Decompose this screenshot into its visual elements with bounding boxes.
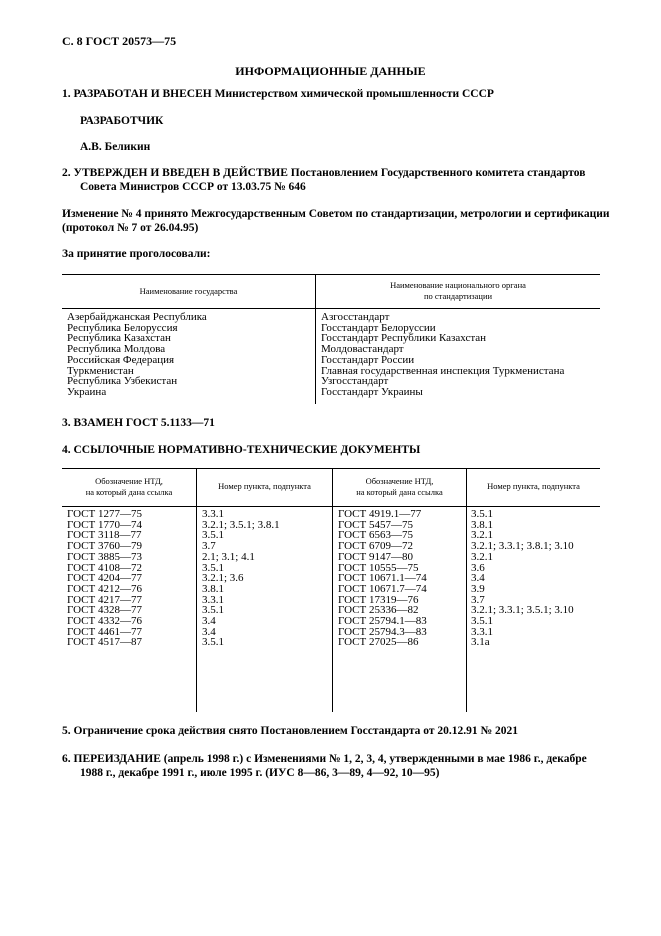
ref-doc: ГОСТ 25794.3—83	[338, 625, 427, 638]
developer-name: А.В. Беликин	[80, 141, 151, 153]
change-note-line-1: Изменение № 4 принято Межгосударственным Советом по стандартизации, метрологии и сертификации	[62, 208, 610, 220]
ref-doc: ГОСТ 4919.1—77	[338, 508, 422, 520]
ref-doc: ГОСТ 17319—76	[338, 593, 419, 606]
change-note-line-2: (протокол № 7 от 26.04.95)	[62, 222, 199, 234]
ref-doc: ГОСТ 6709—72	[338, 540, 413, 553]
section-5: 5. Ограничение срока действия снято Постановлением Госстандарта от 20.12.91 № 2021	[62, 725, 518, 737]
refs-divider-1	[196, 468, 197, 712]
ref-doc: ГОСТ 25336—82	[338, 604, 419, 617]
refs-table-top-rule	[62, 468, 600, 469]
ref-doc: ГОСТ 4517—87	[67, 636, 142, 649]
refs-right-doc-header-line-1: Обозначение НТД,	[365, 476, 434, 486]
refs-divider-3	[466, 468, 467, 712]
ref-doc: ГОСТ 25794.1—83	[338, 615, 427, 628]
states-table-top-rule	[62, 274, 600, 275]
ref-doc: ГОСТ 3118—77	[67, 529, 142, 542]
ref-doc: ГОСТ 4217—77	[67, 593, 142, 606]
refs-table-header-rule	[62, 506, 600, 507]
section-4: 4. ССЫЛОЧНЫЕ НОРМАТИВНО-ТЕХНИЧЕСКИЕ ДОКУМЕНТЫ	[62, 444, 421, 456]
ref-item: 3.5.1	[202, 529, 224, 542]
refs-right-docs	[338, 509, 427, 648]
ref-doc: ГОСТ 4461—77	[67, 625, 142, 638]
refs-left-docs	[67, 509, 142, 648]
refs-left-doc-header-line-1: Обозначение НТД,	[95, 476, 163, 486]
standards-body: Молдовастандарт	[321, 343, 404, 356]
section-2-line-1: 2. УТВЕРЖДЕН И ВВЕДЕН В ДЕЙСТВИЕ Постановлением Государственного комитета стандартов	[62, 167, 586, 179]
ref-item: 3.1а	[471, 636, 490, 649]
refs-divider-2	[332, 468, 333, 712]
ref-item: 3.2.1; 3.3.1; 3.8.1; 3.10	[471, 540, 574, 553]
state-name: Республика Белоруссия	[67, 321, 178, 334]
state-name: Российская Федерация	[67, 353, 175, 366]
standards-body: Узгосстандарт	[321, 375, 389, 388]
standards-body: Азгосстандарт	[321, 311, 390, 323]
states-list	[67, 312, 207, 398]
ref-doc: ГОСТ 1277—75	[67, 508, 142, 520]
bodies-col-header-line-2: по стандартизации	[423, 291, 493, 301]
ref-doc: ГОСТ 4108—72	[67, 561, 142, 574]
developer-label: РАЗРАБОТЧИК	[80, 115, 164, 127]
section-3: 3. ВЗАМЕН ГОСТ 5.1133—71	[62, 417, 215, 429]
bodies-col-header-line-1: Наименование национального органа	[390, 280, 526, 290]
ref-item: 3.3.1	[202, 508, 224, 520]
page-header: С. 8 ГОСТ 20573—75	[62, 34, 177, 48]
section-2-line-2: Совета Министров СССР от 13.03.75 № 646	[80, 181, 306, 193]
refs-right-item-header: Номер пункта, подпункта	[487, 481, 580, 491]
ref-doc: ГОСТ 4328—77	[67, 604, 142, 617]
ref-item: 3.5.1	[202, 604, 224, 617]
state-name: Республика Казахстан	[67, 332, 171, 345]
ref-item: 3.5.1	[471, 615, 493, 628]
ref-item: 3.2.1; 3.5.1; 3.8.1	[202, 518, 280, 531]
state-name: Республика Молдова	[67, 343, 166, 356]
standards-body: Госстандарт Украины	[321, 385, 423, 398]
standards-body: Госстандарт Республики Казахстан	[321, 332, 487, 345]
ref-doc: ГОСТ 4332—76	[67, 615, 142, 628]
state-name: Азербайджанская Республика	[67, 311, 207, 323]
ref-doc: ГОСТ 3760—79	[67, 540, 142, 553]
ref-doc: ГОСТ 3885—73	[67, 550, 142, 563]
ref-item: 3.5.1	[202, 561, 224, 574]
ref-doc: ГОСТ 5457—75	[338, 518, 413, 531]
ref-item: 3.3.1	[471, 625, 493, 638]
standards-body: Главная государственная инспекция Туркменистана	[321, 364, 565, 377]
ref-item: 3.8.1	[202, 582, 224, 595]
ref-doc: ГОСТ 4212—76	[67, 582, 142, 595]
ref-doc: ГОСТ 4204—77	[67, 572, 142, 585]
state-name: Туркменистан	[67, 364, 134, 377]
ref-item: 3.9	[471, 582, 485, 595]
ref-item: 2.1; 3.1; 4.1	[202, 550, 255, 563]
page-title: ИНФОРМАЦИОННЫЕ ДАННЫЕ	[235, 64, 426, 78]
ref-item: 3.7	[202, 540, 216, 553]
section-6-line-1: 6. ПЕРЕИЗДАНИЕ (апрель 1998 г.) с Изменениями № 1, 2, 3, 4, утвержденными в мае 1986 г., декабре	[62, 753, 587, 765]
section-1: 1. РАЗРАБОТАН И ВНЕСЕН Министерством химической промышленности СССР	[62, 88, 494, 100]
ref-item: 3.5.1	[202, 636, 224, 649]
ref-item: 3.2.1	[471, 529, 493, 542]
refs-right-items	[471, 509, 574, 648]
refs-right-doc-header-line-2: на который дана ссылка	[356, 487, 443, 497]
ref-item: 3.8.1	[471, 518, 493, 531]
bodies-list	[321, 312, 564, 398]
states-table-header-rule	[62, 308, 600, 309]
ref-doc: ГОСТ 10555—75	[338, 561, 419, 574]
ref-doc: ГОСТ 9147—80	[338, 550, 413, 563]
ref-doc: ГОСТ 10671.7—74	[338, 582, 427, 595]
refs-left-items	[202, 509, 280, 648]
standards-body: Госстандарт России	[321, 353, 415, 366]
state-name: Украина	[67, 385, 107, 398]
ref-doc: ГОСТ 6563—75	[338, 529, 413, 542]
ref-item: 3.2.1; 3.6	[202, 572, 244, 585]
refs-left-doc-header-line-2: на который дана ссылка	[85, 487, 173, 497]
ref-item: 3.3.1	[202, 593, 224, 606]
states-col-header: Наименование государства	[139, 286, 238, 296]
section-6-line-2: 1988 г., декабре 1991 г., июле 1995 г. (ИУС 8—86, 3—89, 4—92, 10—95)	[80, 767, 440, 779]
ref-item: 3.7	[471, 593, 485, 606]
ref-doc: ГОСТ 27025—86	[338, 636, 419, 649]
ref-item: 3.2.1; 3.3.1; 3.5.1; 3.10	[471, 604, 574, 617]
ref-item: 3.4	[471, 572, 485, 585]
state-name: Республика Узбекистан	[67, 375, 178, 388]
ref-doc: ГОСТ 10671.1—74	[338, 572, 427, 585]
voted-label: За принятие проголосовали:	[62, 248, 211, 260]
ref-item: 3.4	[202, 625, 216, 638]
standards-body: Госстандарт Белоруссии	[321, 321, 436, 334]
refs-left-item-header: Номер пункта, подпункта	[218, 481, 311, 491]
ref-doc: ГОСТ 1770—74	[67, 518, 142, 531]
ref-item: 3.4	[202, 615, 216, 628]
ref-item: 3.5.1	[471, 508, 493, 520]
ref-item: 3.6	[471, 561, 485, 574]
ref-item: 3.2.1	[471, 550, 493, 563]
